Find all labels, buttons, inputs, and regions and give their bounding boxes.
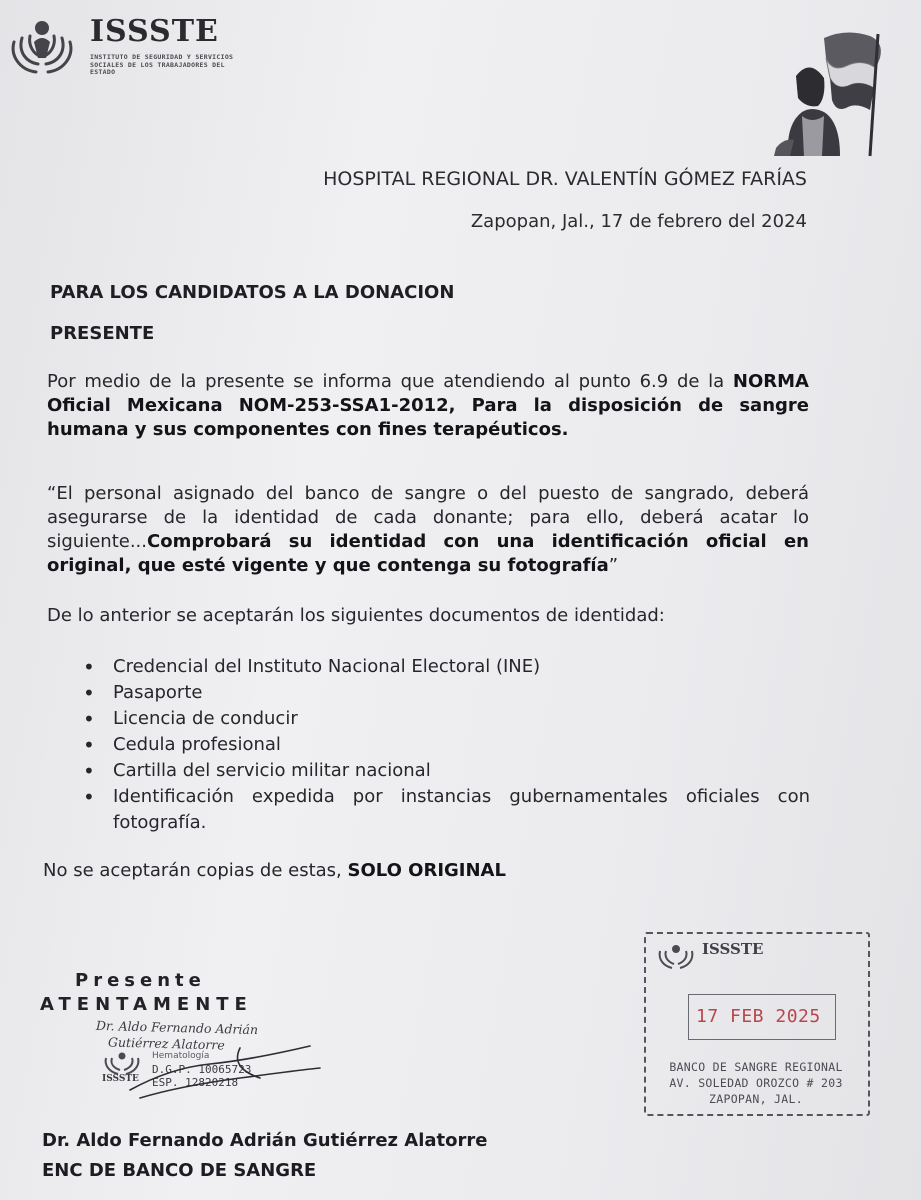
doctor-stamp-name-line1: Dr. Aldo Fernando Adrián (95, 1017, 259, 1038)
list-item: • Credencial del Instituto Nacional Electoral (INE) (80, 654, 810, 680)
logo-title: ISSSTE (90, 14, 219, 49)
doctor-stamp-name-line2: Gutiérrez Alatorre (107, 1034, 225, 1053)
stamp-date: 17 FEB 2025 (696, 1006, 821, 1027)
flag-woman-emblem-icon (766, 28, 886, 158)
recipient-heading: PARA LOS CANDIDATOS A LA DONACION (50, 282, 455, 303)
stamp-line-1: BANCO DE SANGRE REGIONAL (669, 1060, 843, 1074)
stamp-line-3: ZAPOPAN, JAL. (709, 1092, 803, 1106)
presente-signoff: Presente (75, 970, 206, 991)
doctor-stamp-esp: ESP. 12820218 (152, 1076, 239, 1089)
paragraph-quote-end: ” (608, 555, 619, 576)
list-item: • Licencia de conducir (80, 706, 810, 732)
stamp-line-2: AV. SOLEDAD OROZCO # 203 (669, 1076, 843, 1090)
closing-bold: SOLO ORIGINAL (347, 860, 506, 881)
letter-date: Zapopan, Jal., 17 de febrero del 2024 (470, 211, 807, 232)
hospital-name: HOSPITAL REGIONAL DR. VALENTÍN GÓMEZ FARÍAS (323, 168, 807, 190)
doctor-stamp-dgp: D.G.P. 10065723 (152, 1063, 252, 1076)
stamp-logo-icon (656, 942, 696, 970)
paragraph-quote-bold: Comprobará su identidad con una identificación oficial en original, que esté vigente y que contenga su fotografía (47, 531, 809, 576)
paragraph-documents-intro: De lo anterior se aceptarán los siguientes documentos de identidad: (47, 605, 665, 626)
paragraph-norma (47, 370, 809, 442)
documents-list (80, 654, 810, 836)
blood-bank-stamp (640, 926, 872, 1118)
paragraph-quote (47, 482, 809, 578)
list-item: • Cedula profesional (80, 732, 810, 758)
closing-line (43, 860, 506, 881)
presente-heading: PRESENTE (50, 323, 155, 344)
closing-text: No se aceptarán copias de estas, (43, 860, 348, 881)
doctor-stamp-issste: ISSSTE (102, 1074, 139, 1084)
list-item: • Cartilla del servicio militar nacional (80, 758, 810, 784)
paragraph-quote-intro: “El personal asignado del banco de sangre o del puesto de sangrado, deberá asegurarse de la identidad de cada donante; para ello, deberá acatar lo siguiente... (47, 483, 809, 552)
list-item: • Pasaporte (80, 680, 810, 706)
issste-hands-icon (6, 12, 78, 78)
issste-logo (6, 10, 246, 80)
paragraph-norma-intro: Por medio de la presente se informa que atendiendo al punto 6.9 de la (47, 371, 733, 392)
list-item: • Identificación expedida por instancias gubernamentales oficiales con fotografía. (80, 784, 810, 836)
stamp-issste: ISSSTE (702, 940, 764, 958)
atentamente-signoff: ATENTAMENTE (40, 994, 253, 1015)
signer-role: ENC DE BANCO DE SANGRE (42, 1160, 317, 1181)
handwritten-signature-icon (107, 1028, 330, 1108)
logo-subtitle: INSTITUTO DE SEGURIDAD Y SERVICIOS SOCIALES DE LOS TRABAJADORES DEL ESTADO (90, 53, 234, 76)
doctor-stamp-specialty: Hematología (152, 1051, 210, 1061)
paragraph-norma-bold: NORMA Oficial Mexicana NOM-253-SSA1-2012, Para la disposición de sangre humana y sus componentes con fines terapéuticos. (47, 371, 809, 440)
signer-name: Dr. Aldo Fernando Adrián Gutiérrez Alatorre (42, 1130, 488, 1151)
